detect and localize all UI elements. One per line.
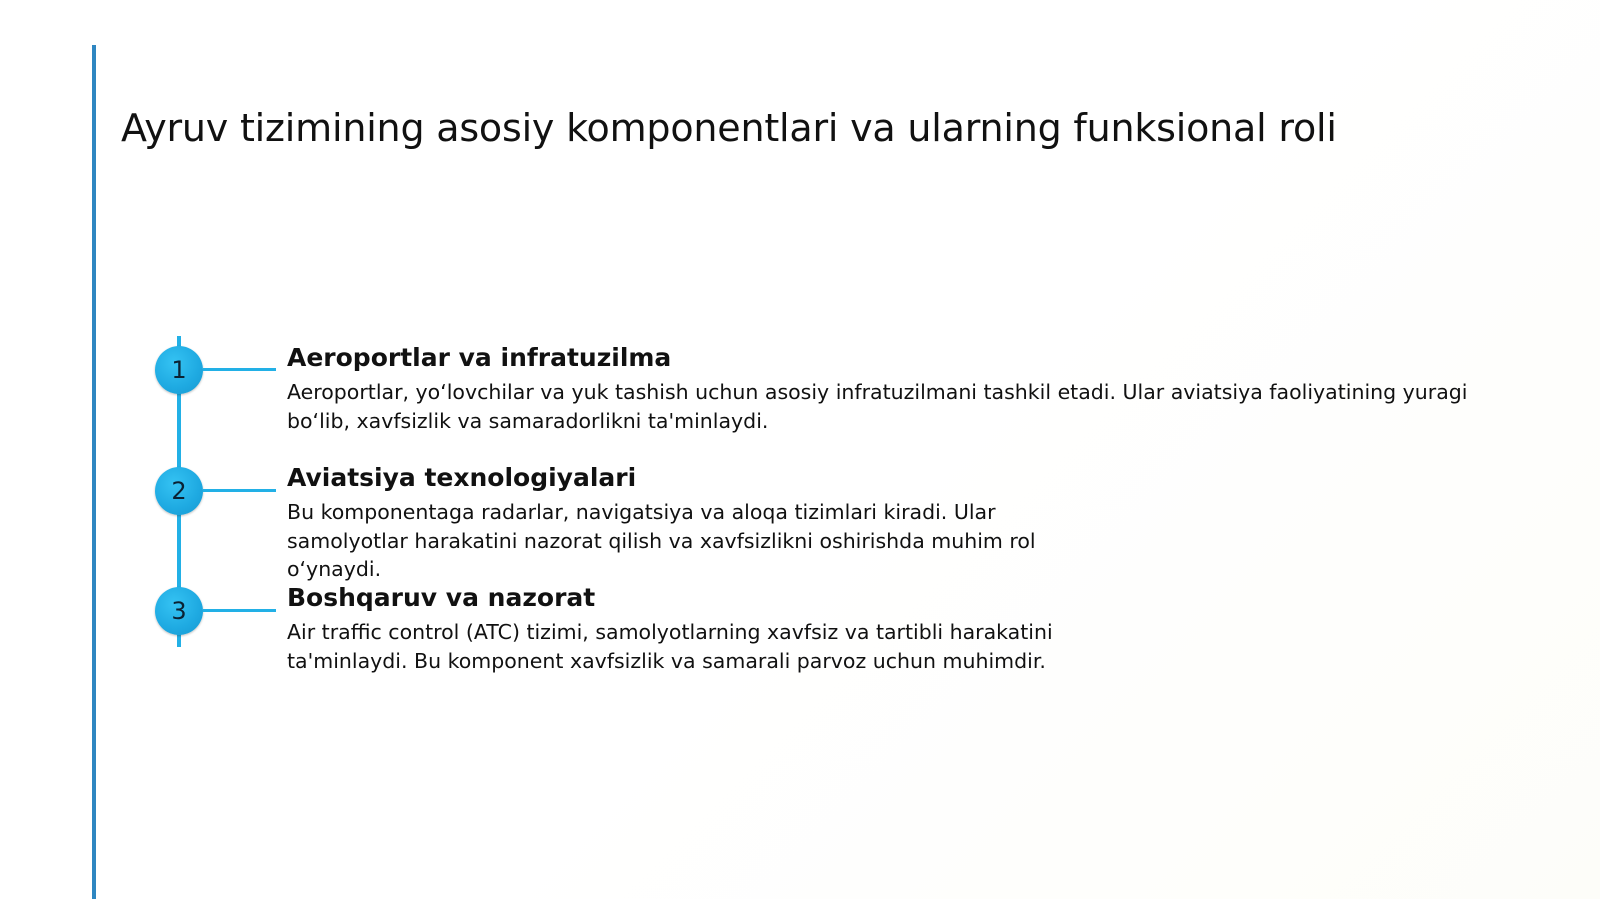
timeline-marker-2: 2 <box>155 467 203 515</box>
timeline-connector-1 <box>203 368 276 371</box>
timeline-item-title-3: Boshqaruv va nazorat <box>287 583 596 612</box>
timeline-item-description-3: Air traffic control (ATC) tizimi, samolyotlarning xavfsiz va tartibli harakatini ta'minlaydi. Bu komponent xavfsizlik va samarali parvoz uchun muhimdir. <box>287 620 1053 673</box>
timeline-marker-1: 1 <box>155 346 203 394</box>
timeline-item-title-2: Aviatsiya texnologiyalari <box>287 463 637 492</box>
timeline-connector-2 <box>203 489 276 492</box>
timeline-connector-3 <box>203 609 276 612</box>
timeline-item-description-2: Bu komponentaga radarlar, navigatsiya va aloqa tizimlari kiradi. Ular samolyotlar harakatini nazorat qilish va xavfsizlikni oshirishda muhim rol o‘ynaydi. <box>287 500 1036 581</box>
timeline-marker-3: 3 <box>155 587 203 635</box>
slide-title: Ayruv tizimining asosiy komponentlari va ularning funksional roli <box>121 106 1337 150</box>
timeline-item-description-1: Aeroportlar, yo‘lovchilar va yuk tashish uchun asosiy infratuzilmani tashkil etadi. Ular aviatsiya faoliyatining yuragi bo‘lib, xavfsizlik va samaradorlikni ta'minlaydi. <box>287 380 1468 433</box>
left-accent-rule <box>92 45 96 899</box>
timeline-item-title-1: Aeroportlar va infratuzilma <box>287 343 672 372</box>
